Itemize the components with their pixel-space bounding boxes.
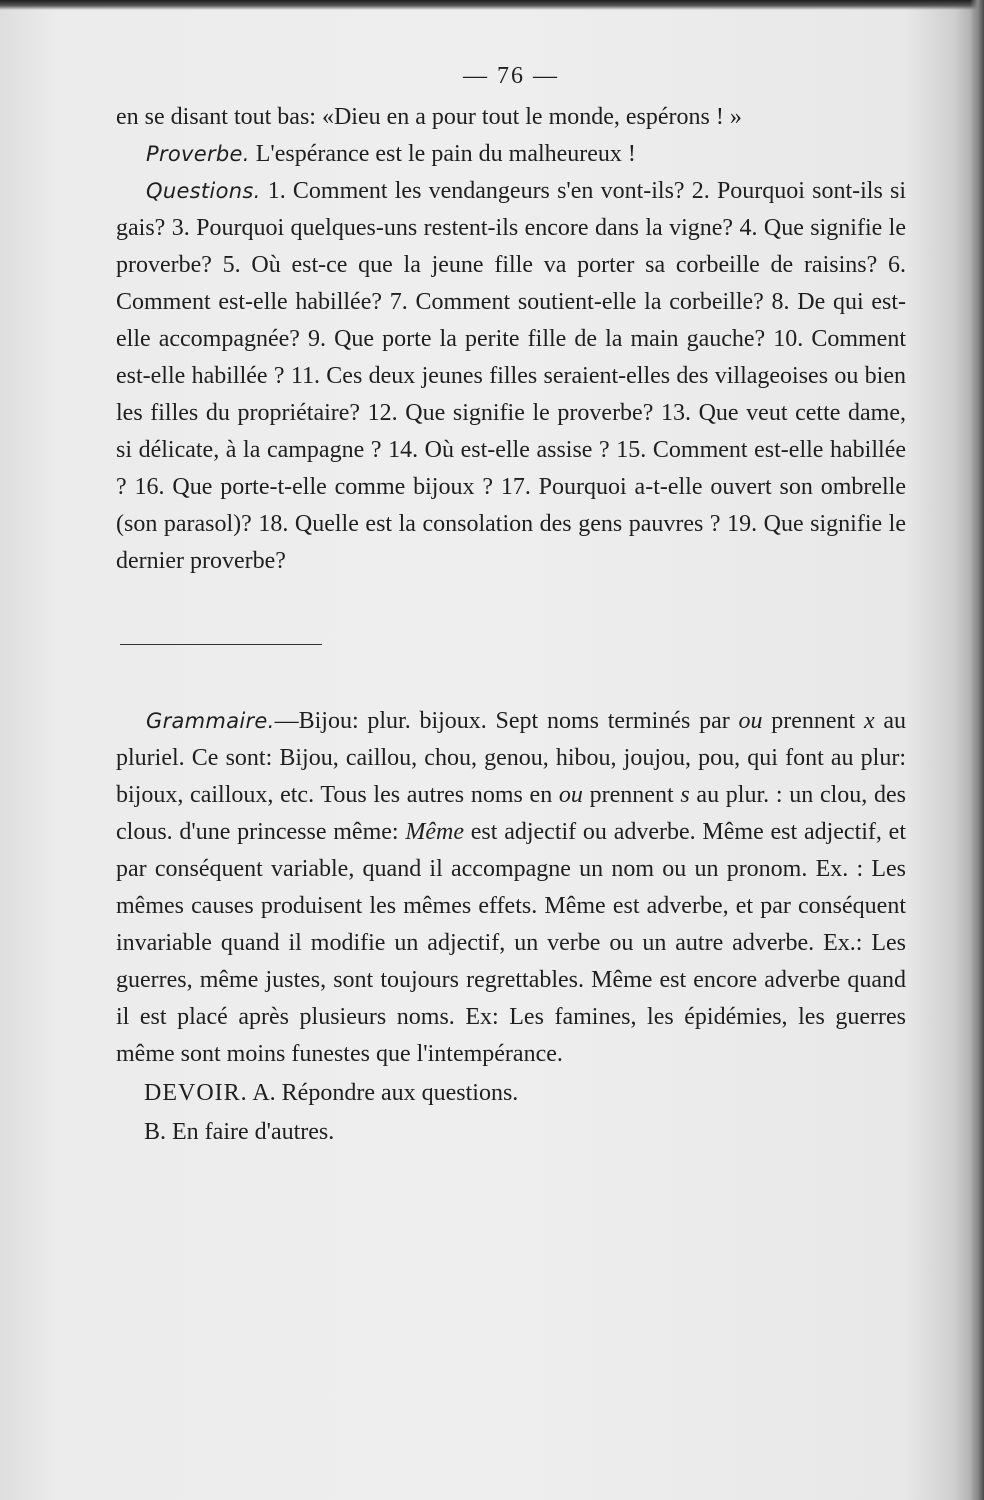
- grammaire-text-1: —Bijou: plur. bijoux. Sept noms terminés par: [274, 708, 739, 734]
- page-top-shadow: [0, 0, 984, 10]
- grammaire-paragraph: [116, 703, 906, 1073]
- grammaire-text-3: au pluriel. Ce sont: Bijou, caillou, chou, genou, hibou, joujou, pou, qui font au plur: bijoux, cailloux, etc. Tous les autres noms en: [116, 708, 906, 808]
- proverbe-label: Proverbe.: [146, 142, 250, 166]
- page-content: [116, 58, 906, 1151]
- grammaire-text-5: au plur. : un clou, des clous. d'une princesse même:: [116, 782, 906, 845]
- devoir-line-b: [116, 1114, 906, 1151]
- page-number: — 76 —: [463, 63, 559, 89]
- devoir-line-a: [116, 1075, 906, 1112]
- intro-paragraph: [116, 99, 906, 136]
- grammaire-meme-italic: Même: [405, 819, 464, 845]
- page-binding-shadow: [970, 0, 984, 1500]
- proverbe-text: L'espérance est le pain du malheureux !: [255, 141, 636, 167]
- proverbe-paragraph: [116, 136, 906, 173]
- grammaire-ou-1: ou: [738, 708, 763, 734]
- grammaire-text-6: est adjectif ou adverbe. Même est adjectif, et par conséquent variable, quand il accompagne un nom ou un pronom. Ex. : Les mêmes causes produisent les mêmes effets. Même est adverbe, et par conséquent invariable quand il modifie un adjectif, un verbe ou un autre adverbe. Ex.: Les guerres, même justes, sont toujours regrettables. Même est encore adverbe quand il est placé après plusieurs noms. Ex: Les famines, les épidémies, les guerres même sont moins funestes que l'intempérance.: [116, 819, 906, 1067]
- grammaire-x-letter: x: [863, 708, 875, 734]
- grammaire-s-letter: s: [680, 782, 690, 808]
- questions-paragraph: [116, 173, 906, 580]
- devoir-label: DEVOIR.: [144, 1080, 248, 1106]
- questions-label: Questions.: [146, 179, 261, 203]
- grammaire-text-4: prennent: [582, 782, 681, 808]
- grammaire-label: Grammaire.: [146, 709, 275, 733]
- grammaire-ou-2: ou: [558, 782, 583, 808]
- grammaire-text-2: prennent: [762, 708, 864, 734]
- questions-text: 1. Comment les vendangeurs s'en vont-ils? 2. Pourquoi sont-ils si gais? 3. Pourquoi quelques-uns restent-ils encore dans la vigne? 4. Que signifie le proverbe? 5. Où est-ce que la jeune fille va porter sa corbeille de raisins? 6. Comment est-elle habillée? 7. Comment soutient-elle la corbeille? 8. De qui est-elle accompagnée? 9. Que porte la perite fille de la main gauche? 10. Comment est-elle habillée ? 11. Ces deux jeunes filles seraient-elles des villageoises ou bien les filles du propriétaire? 12. Que signifie le proverbe? 13. Que veut cette dame, si délicate, à la campagne ? 14. Où est-elle assise ? 15. Comment est-elle habillée ? 16. Que porte-t-elle comme bijoux ? 17. Pourquoi a-t-elle ouvert son ombrelle (son parasol)? 18. Quelle est la consolation des gens pauvres ? 19. Que signifie le dernier proverbe?: [116, 178, 907, 574]
- section-divider: [120, 644, 322, 645]
- intro-text: en se disant tout bas: «Dieu en a pour tout le monde, espérons ! »: [116, 104, 742, 130]
- devoir-item-a: A. Répondre aux questions.: [252, 1080, 519, 1106]
- devoir-item-b: B. En faire d'autres.: [144, 1119, 335, 1145]
